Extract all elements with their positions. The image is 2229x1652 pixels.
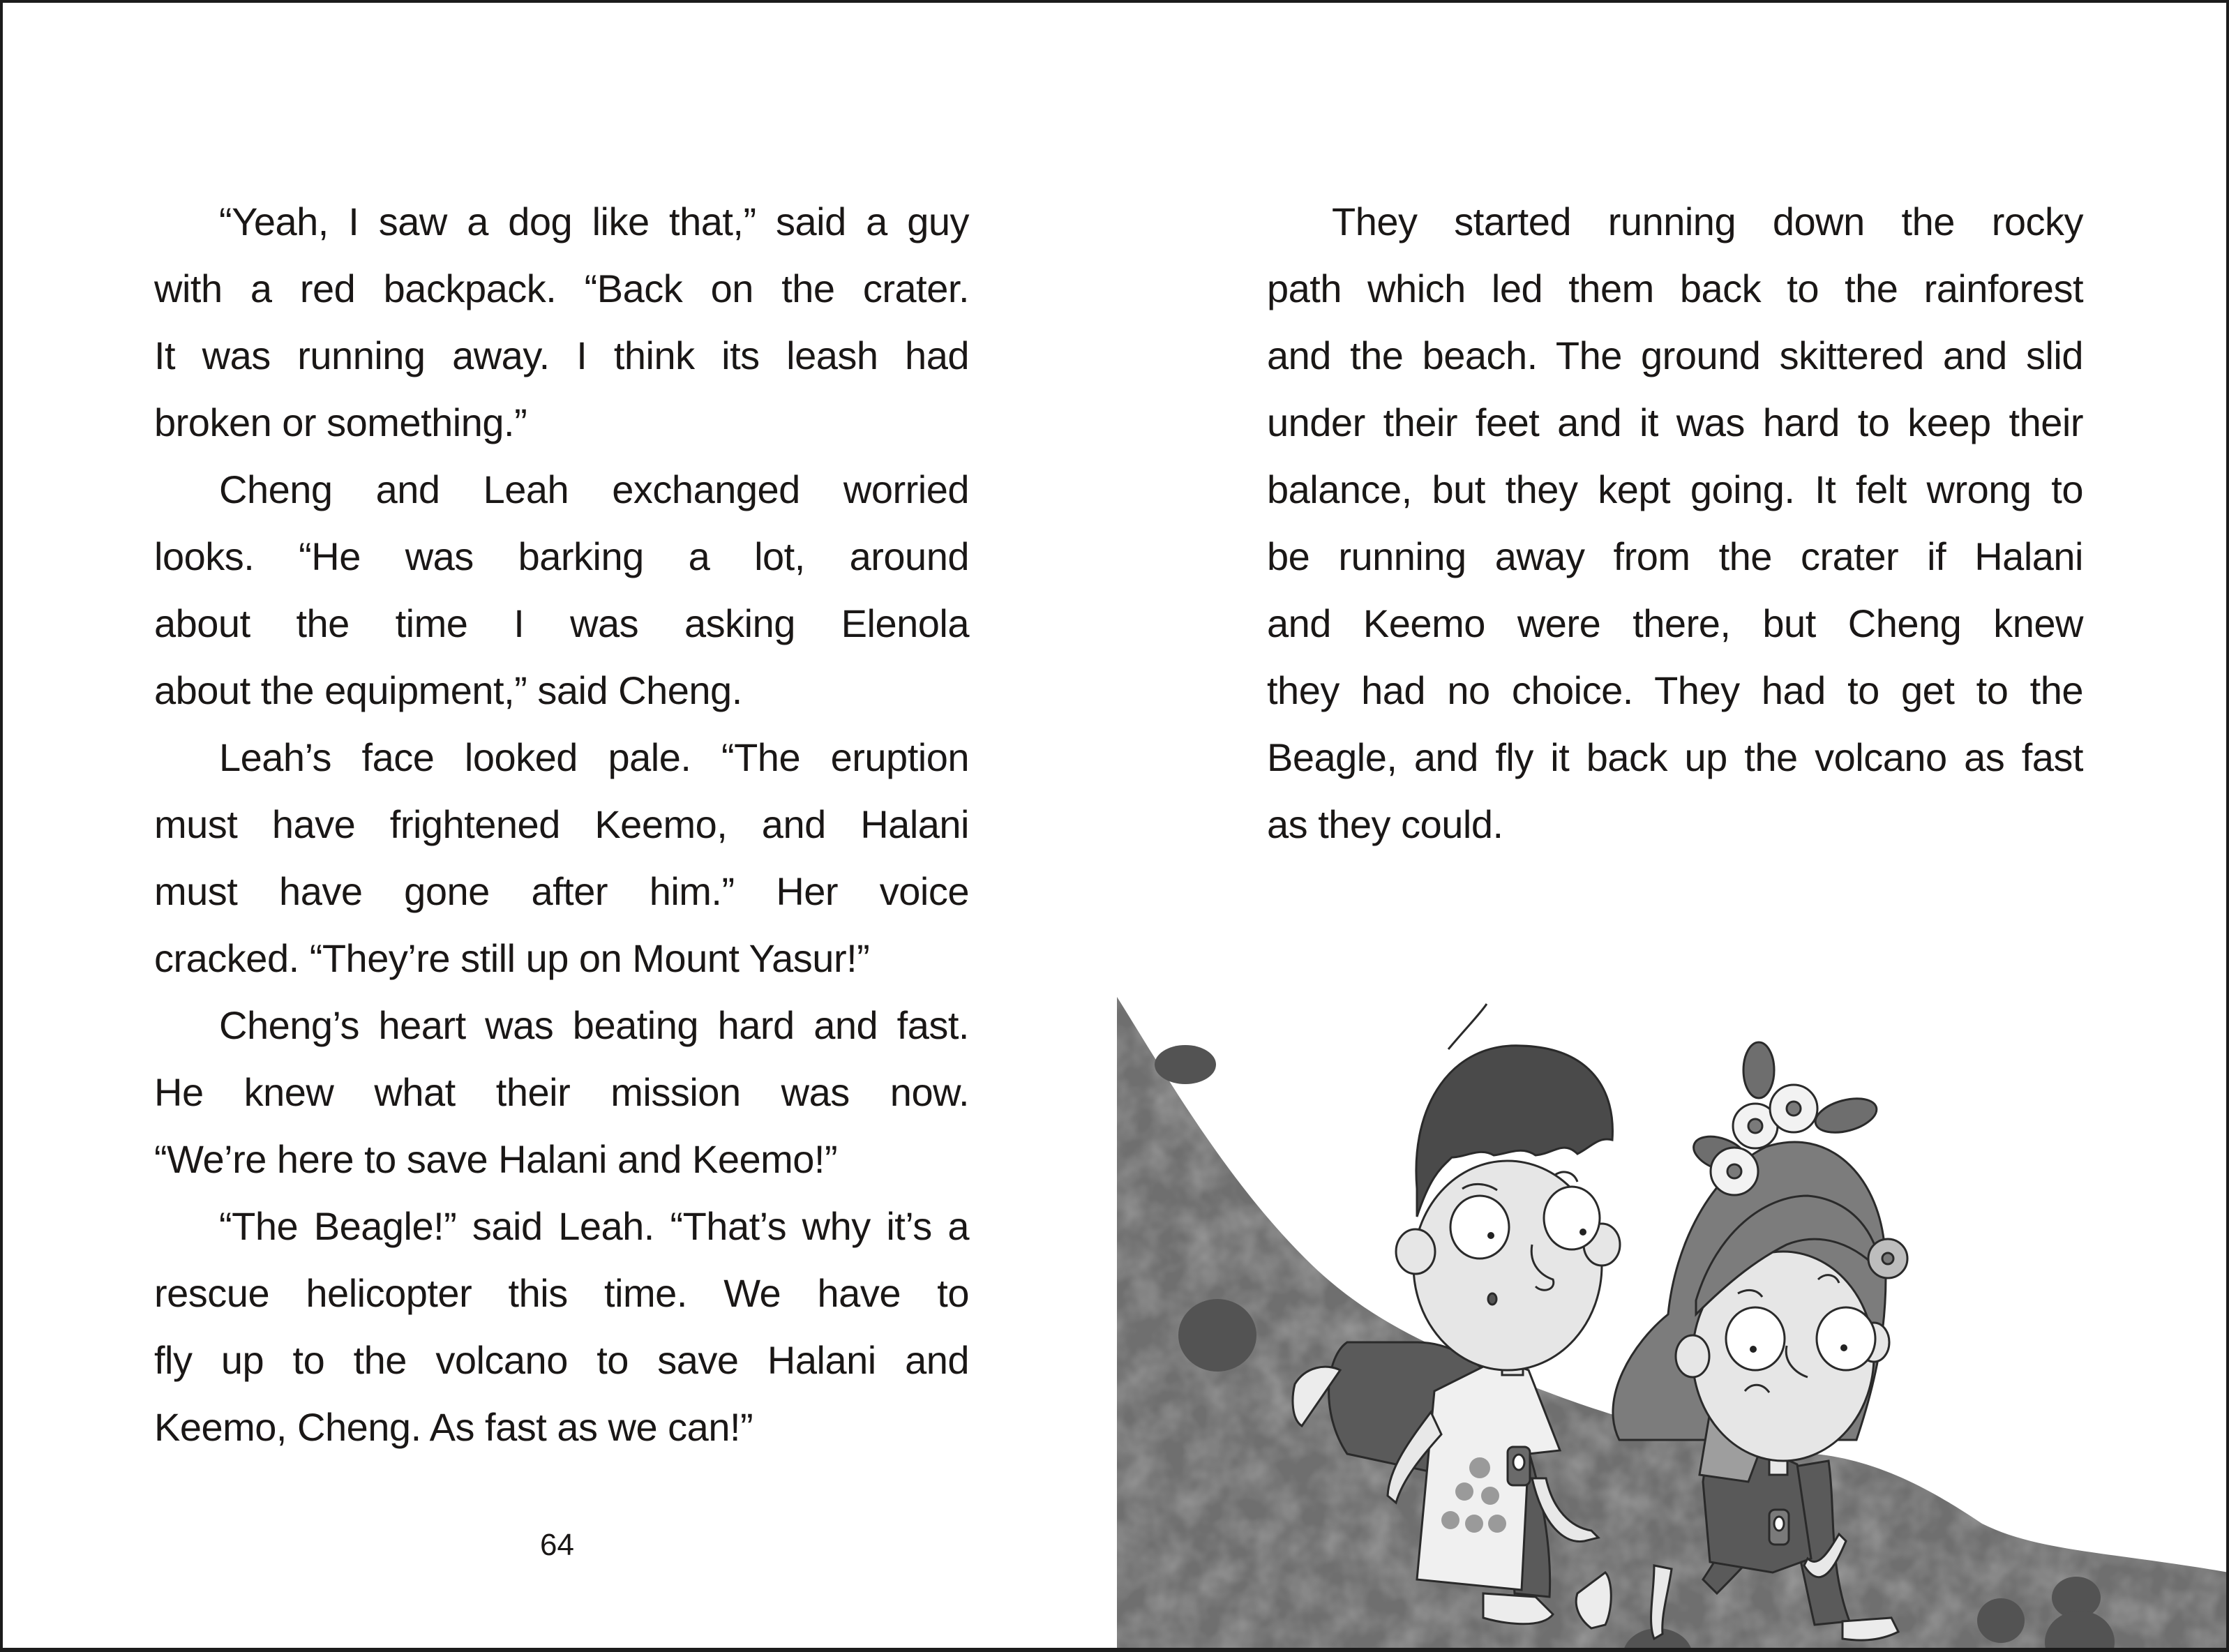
text-line: Cheng’s heart was beating hard and fast. [219,1003,969,1047]
text-line: be running away from the crater if Halani [1267,534,2083,578]
text-line: “The Beagle!” said Leah. “That’s why it’s a [219,1204,969,1248]
text-line: Keemo, Cheng. As fast as we can!” [154,1405,753,1449]
text-line: “Yeah, I saw a dog like that,” said a guy [219,200,969,243]
text-line: He knew what their mission was now. [154,1070,969,1114]
right-page-text [1267,188,2083,858]
text-line: under their feet and it was hard to keep their [1267,400,2083,444]
page-number: 64 [540,1528,574,1562]
text-line: with a red backpack. “Back on the crater. [154,266,969,310]
text-line: Leah’s face looked pale. “The eruption [219,735,969,779]
text-line: cracked. “They’re still up on Mount Yasur!” [154,936,870,980]
illustration-running-children [1117,966,2229,1651]
text-line: they had no choice. They had to get to the [1267,668,2083,712]
text-line: and Keemo were there, but Cheng knew [1267,601,2083,645]
text-line: about the time I was asking Elenola [154,601,969,645]
text-line: It was running away. I think its leash had [154,333,969,377]
text-line: looks. “He was barking a lot, around [154,534,969,578]
text-line: broken or something.” [154,400,527,444]
text-line: must have gone after him.” Her voice [154,869,969,913]
hillside-scene-icon [1117,966,2229,1651]
text-line: balance, but they kept going. It felt wrong to [1267,467,2083,511]
text-line: Cheng and Leah exchanged worried [219,467,969,511]
text-line: must have frightened Keemo, and Halani [154,802,969,846]
left-page-text [154,188,969,1461]
text-line: about the equipment,” said Cheng. [154,668,742,712]
text-line: rescue helicopter this time. We have to [154,1271,969,1315]
text-line: as they could. [1267,802,1503,846]
text-line: They started running down the rocky [1332,200,2083,243]
text-line: and the beach. The ground skittered and slid [1267,333,2083,377]
text-line: Beagle, and fly it back up the volcano as fast [1267,735,2083,779]
text-line: fly up to the volcano to save Halani and [154,1338,969,1382]
text-line: “We’re here to save Halani and Keemo!” [154,1137,838,1181]
text-line: path which led them back to the rainforest [1267,266,2083,310]
